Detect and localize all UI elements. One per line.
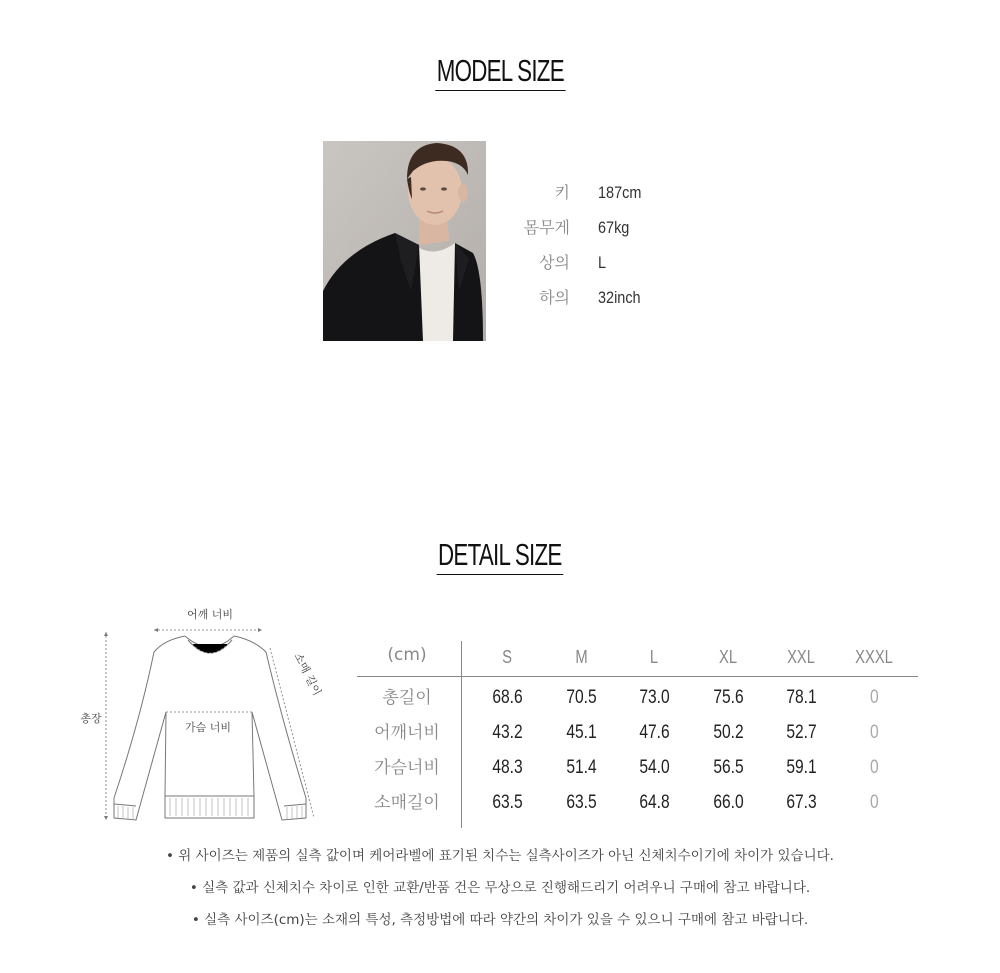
table-cell: 0 [869,757,879,778]
table-cell: 59.1 [785,757,817,778]
table-cell: 45.1 [565,722,597,743]
row-label-shoulder-width: 어깨너비 [374,723,440,743]
table-cell: 0 [869,792,879,813]
table-cell: 56.5 [712,757,744,778]
table-cell: 67.3 [785,792,817,813]
size-header-xxxl: XXXL [855,647,893,667]
table-cell: 0 [869,722,879,743]
sweater-outline [70,600,340,830]
size-header-l: L [649,647,659,667]
spec-row-weight [480,216,740,240]
shoulder-width-label: 어깨 너비 [186,608,233,621]
detail-size-title: DETAIL SIZE [0,536,1000,575]
spec-row-height [480,181,740,205]
chest-width-label: 가슴 너비 [184,721,231,734]
sweater-diagram [70,600,340,830]
spec-label: 키 [554,183,570,202]
table-cell: 70.5 [565,687,597,708]
unit-label: (cm) [387,645,427,665]
table-divider-vertical [461,641,462,828]
model-photo-image [323,141,486,341]
table-cell: 64.8 [638,792,670,813]
spec-label: 상의 [539,253,570,272]
table-cell: 63.5 [565,792,597,813]
table-cell: 68.6 [491,687,523,708]
size-header-xl: XL [718,647,738,667]
table-cell: 43.2 [491,722,523,743]
note-2: • 실측 값과 신체치수 차이로 인한 교환/반품 건은 무상으로 진행해드리기 어려우니 구매에 참고 바랍니다. [189,880,811,896]
spec-value: 67kg [598,218,630,237]
size-header-xxl: XXL [787,647,815,667]
table-cell: 63.5 [491,792,523,813]
spec-label: 몸무게 [523,218,570,237]
spec-value: L [598,253,607,272]
table-cell: 48.3 [491,757,523,778]
table-cell: 47.6 [638,722,670,743]
table-cell: 73.0 [638,687,670,708]
spec-row-top [480,251,740,275]
note-1: • 위 사이즈는 제품의 실측 값이며 케어라벨에 표기된 치수는 실측사이즈가 아닌 신체치수이기에 차이가 있습니다. [166,848,834,864]
table-cell: 54.0 [638,757,670,778]
table-cell: 75.6 [712,687,744,708]
sleeve-length-label: 소매 길이 [291,650,324,698]
table-cell: 52.7 [785,722,817,743]
size-header-s: S [502,647,512,667]
size-header-m: M [574,647,588,667]
model-size-title: MODEL SIZE [0,52,1000,91]
table-cell: 0 [869,687,879,708]
table-cell: 51.4 [565,757,597,778]
spec-value: 32inch [598,288,641,307]
table-divider-horizontal [357,676,918,677]
spec-value: 187cm [598,183,642,202]
note-3: • 실측 사이즈(cm)는 소재의 특성, 측정방법에 따라 약간의 차이가 있을 수 있으니 구매에 참고 바랍니다. [191,912,809,928]
row-label-chest-width: 가슴너비 [374,758,440,778]
table-cell: 66.0 [712,792,744,813]
table-cell: 50.2 [712,722,744,743]
model-photo [323,141,486,341]
spec-label: 하의 [539,288,570,307]
table-cell: 78.1 [785,687,817,708]
row-label-sleeve-length: 소매길이 [374,793,440,813]
total-length-label: 총장 [80,712,102,725]
row-label-total-length: 총길이 [382,688,432,708]
spec-row-bottom [480,286,740,310]
